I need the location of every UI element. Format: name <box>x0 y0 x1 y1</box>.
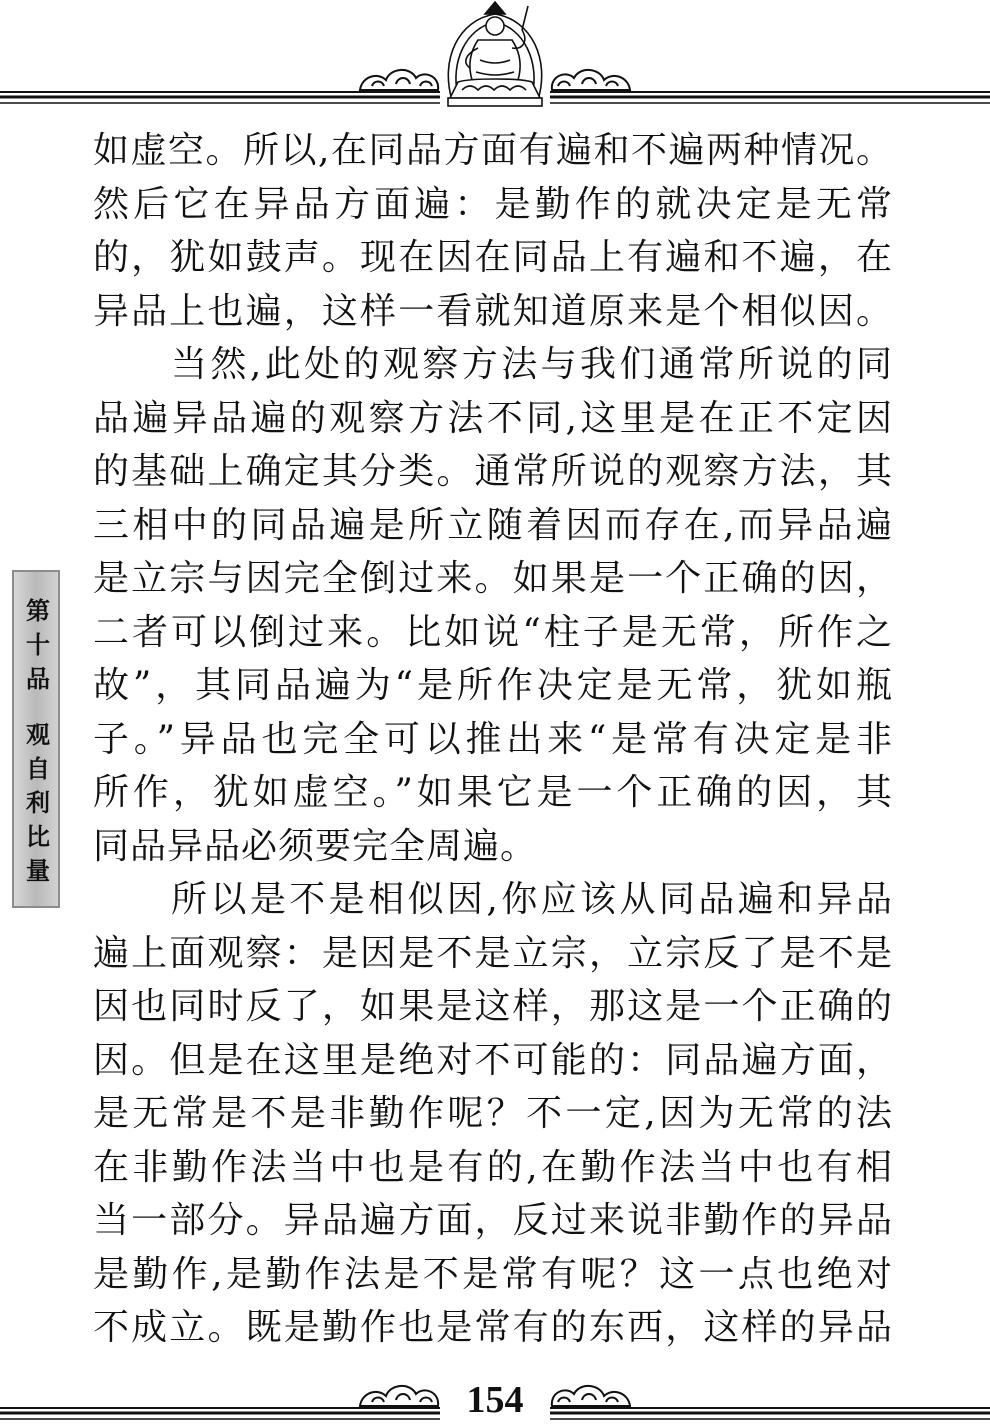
text-line: 异品上也遍，这样一看就知道原来是个相似因。 <box>93 290 893 332</box>
chapter-number: 第十品 <box>21 598 51 700</box>
paragraph-start-line: 当然,此处的观察方法与我们通常所说的同 <box>171 344 893 385</box>
text-line: 然后它在异品方面遍：是勤作的就决定是无常 <box>93 183 893 225</box>
header-rule-right <box>550 92 990 103</box>
text-line: 当一部分。异品遍方面，反过来说非勤作的异品 <box>93 1200 893 1241</box>
header-ornament <box>0 0 990 115</box>
chapter-title: 观自利比量 <box>21 722 51 892</box>
text-line: 所作，犹如虚空。”如果它是一个正确的因，其 <box>93 772 893 813</box>
footer-rule-right <box>550 1408 990 1419</box>
cloud-scroll-right-icon <box>552 70 630 90</box>
text-line: 是勤作,是勤作法是不是常有呢？这一点也绝对 <box>93 1253 893 1295</box>
text-line: 是无常是不是非勤作呢？不一定,因为无常的法 <box>93 1093 893 1134</box>
footer-cloud-right-icon <box>552 1386 630 1406</box>
footer-rule-left <box>0 1408 440 1419</box>
page-footer <box>0 1370 990 1426</box>
text-line: 遍上面观察：是因是不是立宗，立宗反了是不是 <box>93 932 893 974</box>
text-line: 不成立。既是勤作也是常有的东西，这样的异品 <box>93 1307 893 1348</box>
paragraph-start-line: 所以是不是相似因,你应该从同品遍和异品 <box>171 879 893 920</box>
page-body <box>93 124 893 1355</box>
header-rule-left <box>0 92 440 103</box>
text-line: 品遍异品遍的观察方法不同,这里是在正不定因 <box>93 397 893 439</box>
text-line: 如虚空。所以,在同品方面有遍和不遍两种情况。 <box>93 130 893 171</box>
chapter-side-tab <box>12 570 60 908</box>
text-line: 的，犹如鼓声。现在因在同品上有遍和不遍，在 <box>93 237 893 278</box>
text-line: 三相中的同品遍是所立随着因而存在,而异品遍 <box>93 504 893 546</box>
footer-cloud-left-icon <box>360 1386 438 1406</box>
page-header <box>0 0 990 115</box>
text-line: 在非勤作法当中也是有的,在勤作法当中也有相 <box>93 1146 893 1188</box>
text-line: 故”，其同品遍为“是所作决定是无常，犹如瓶 <box>93 665 893 706</box>
page-number: 154 <box>445 1378 545 1422</box>
deity-figure-icon <box>448 2 542 106</box>
text-line: 子。”异品也完全可以推出来“是常有决定是非 <box>93 718 893 760</box>
text-line: 是立宗与因完全倒过来。如果是一个正确的因， <box>93 558 893 599</box>
text-line: 的基础上确定其分类。通常所说的观察方法，其 <box>93 451 893 492</box>
cloud-scroll-left-icon <box>360 70 438 90</box>
text-line: 二者可以倒过来。比如说“柱子是无常，所作之 <box>93 611 893 653</box>
paragraph-end-line: 同品异品必须要完全周遍。 <box>93 825 538 867</box>
text-line: 因。但是在这里是绝对不可能的：同品遍方面， <box>93 1039 893 1081</box>
text-line: 因也同时反了，如果是这样，那这是一个正确的 <box>93 986 893 1027</box>
